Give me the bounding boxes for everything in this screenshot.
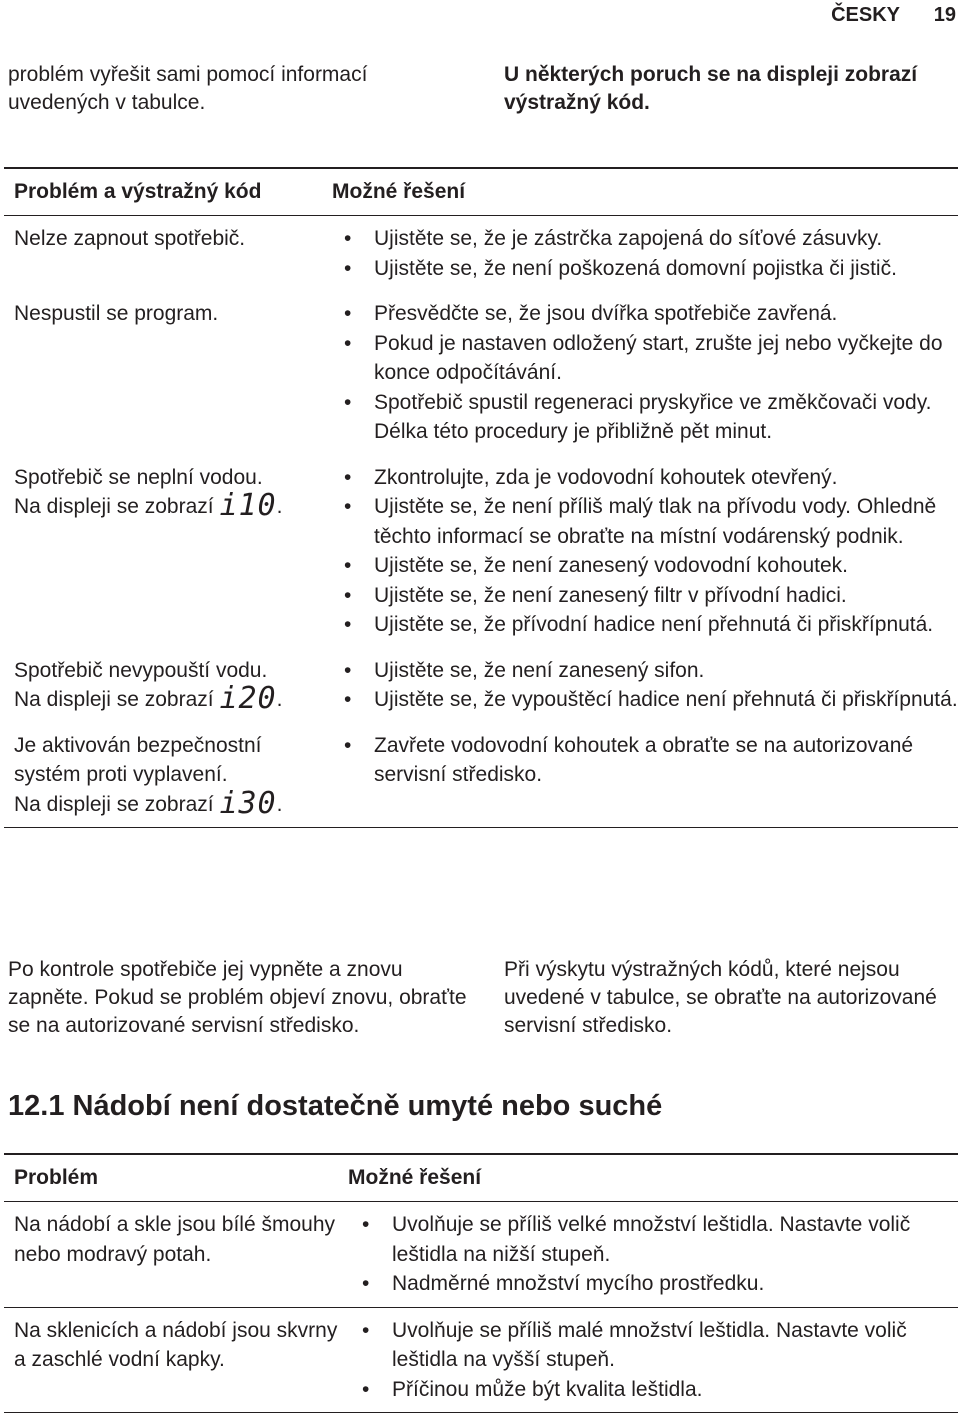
column-header-problem: Problém a výstražný kód xyxy=(4,168,332,216)
display-prefix: Na displeji se zobrazí xyxy=(14,792,214,816)
washing-results-table xyxy=(4,1153,958,1413)
header-language: ČESKY xyxy=(831,4,900,26)
problem-cell xyxy=(4,291,332,455)
solution-item: • Pokud je nastaven odložený start, zrušte jej nebo vyčkejte do konce odpočítávání. xyxy=(332,329,958,388)
problem-cell xyxy=(4,648,332,723)
warning-code: i10 xyxy=(219,488,277,523)
solution-item: • Přesvědčte se, že jsou dvířka spotřebiče zavřená. xyxy=(332,299,958,329)
solution-item: • Ujistěte se, že není zanesený vodovodní kohoutek. xyxy=(332,551,958,581)
warning-code: i30 xyxy=(219,785,277,821)
column-header-solution: Možné řešení xyxy=(332,168,958,216)
table-row xyxy=(4,723,958,828)
column-header-problem: Problém xyxy=(4,1154,348,1202)
display-code-line: Na displeji se zobrazí i30. xyxy=(14,785,283,821)
table-row xyxy=(4,648,958,723)
problem-text: Spotřebič nevypouští vodu. xyxy=(14,658,268,682)
solution-cell xyxy=(332,723,958,828)
display-code-line: Na displeji se zobrazí i10. xyxy=(14,488,283,523)
problem-cell xyxy=(4,1202,348,1308)
solution-item: • Ujistěte se, že přívodní hadice není přehnutá či přiskřípnutá. xyxy=(332,610,958,640)
solution-cell xyxy=(348,1307,958,1413)
problem-text: Nelze zapnout spotřebič. xyxy=(14,227,246,250)
solution-item: • Nadměrné množství mycího prostředku. xyxy=(348,1269,958,1299)
page-number: 19 xyxy=(933,4,956,26)
solution-item: • Příčinou může být kvalita leštidla. xyxy=(348,1375,958,1405)
solution-cell xyxy=(332,216,958,292)
solution-item: • Uvolňuje se příliš malé množství leštidla. Nastavte volič leštidla na vyšší stupeň. xyxy=(348,1316,958,1375)
intro-text-right: U některých poruch se na displeji zobrazí výstražný kód. xyxy=(504,63,918,114)
solution-item: • Zkontrolujte, zda je vodovodní kohoutek otevřený. xyxy=(332,463,958,493)
problem-text: Je aktivován bezpečnostní systém proti vyplavení. xyxy=(14,733,262,786)
display-code-line: Na displeji se zobrazí i20. xyxy=(14,681,283,716)
problem-text: Spotřebič se neplní vodou. xyxy=(14,465,263,489)
problem-cell xyxy=(4,216,332,292)
solution-item: • Ujistěte se, že není zanesený filtr v přívodní hadici. xyxy=(332,581,958,611)
problem-cell xyxy=(4,723,332,828)
problem-cell xyxy=(4,1307,348,1413)
problem-cell xyxy=(4,455,332,648)
troubleshooting-table xyxy=(4,167,958,828)
table-row xyxy=(4,1307,958,1413)
column-header-solution: Možné řešení xyxy=(348,1154,958,1202)
solution-item: • Uvolňuje se příliš velké množství leštidla. Nastavte volič leštidla na nižší stupeň. xyxy=(348,1210,958,1269)
warning-code: i20 xyxy=(219,681,277,716)
solution-cell xyxy=(348,1202,958,1308)
table-row xyxy=(4,455,958,648)
section-title: 12.1 Nádobí není dostatečně umyté nebo suché xyxy=(8,1090,663,1122)
solution-item: • Ujistěte se, že vypouštěcí hadice není přehnutá či přiskřípnutá. xyxy=(332,685,958,715)
display-prefix: Na displeji se zobrazí xyxy=(14,688,214,711)
solution-cell xyxy=(332,291,958,455)
table-header-row xyxy=(4,168,958,216)
problem-text: Na sklenicích a nádobí jsou skvrny a zaschlé vodní kapky. xyxy=(14,1318,338,1371)
table-row xyxy=(4,216,958,292)
table-header-row xyxy=(4,1154,958,1202)
solution-cell xyxy=(332,455,958,648)
problem-text: Nespustil se program. xyxy=(14,302,219,325)
other-codes-text: Při výskytu výstražných kódů, které nejsou uvedené v tabulce, se obraťte na autorizované servisní středisko. xyxy=(504,958,937,1037)
display-prefix: Na displeji se zobrazí xyxy=(14,495,214,518)
problem-text: Na nádobí a skle jsou bílé šmouhy nebo modravý potah. xyxy=(14,1213,336,1266)
solution-cell xyxy=(332,648,958,723)
solution-item: • Ujistěte se, že není zanesený sifon. xyxy=(332,656,958,686)
solution-item: • Spotřebič spustil regeneraci pryskyřice ve změkčovači vody. Délka této procedury je přibližně pět minut. xyxy=(332,388,958,447)
intro-text-left: problém vyřešit sami pomocí informací uvedených v tabulce. xyxy=(8,63,368,114)
solution-item: • Ujistěte se, že není příliš malý tlak na přívodu vody. Ohledně těchto informací se obraťte na místní vodárenský podnik. xyxy=(332,492,958,551)
table-row xyxy=(4,1202,958,1308)
after-check-text: Po kontrole spotřebiče jej vypněte a znovu zapněte. Pokud se problém objeví znovu, obraťte se na autorizované servisní středisko. xyxy=(8,958,467,1037)
solution-item: • Ujistěte se, že není poškozená domovní pojistka či jistič. xyxy=(332,254,958,284)
table-row xyxy=(4,291,958,455)
solution-item: • Zavřete vodovodní kohoutek a obraťte se na autorizované servisní středisko. xyxy=(332,731,958,790)
solution-item: • Ujistěte se, že je zástrčka zapojená do síťové zásuvky. xyxy=(332,224,958,254)
